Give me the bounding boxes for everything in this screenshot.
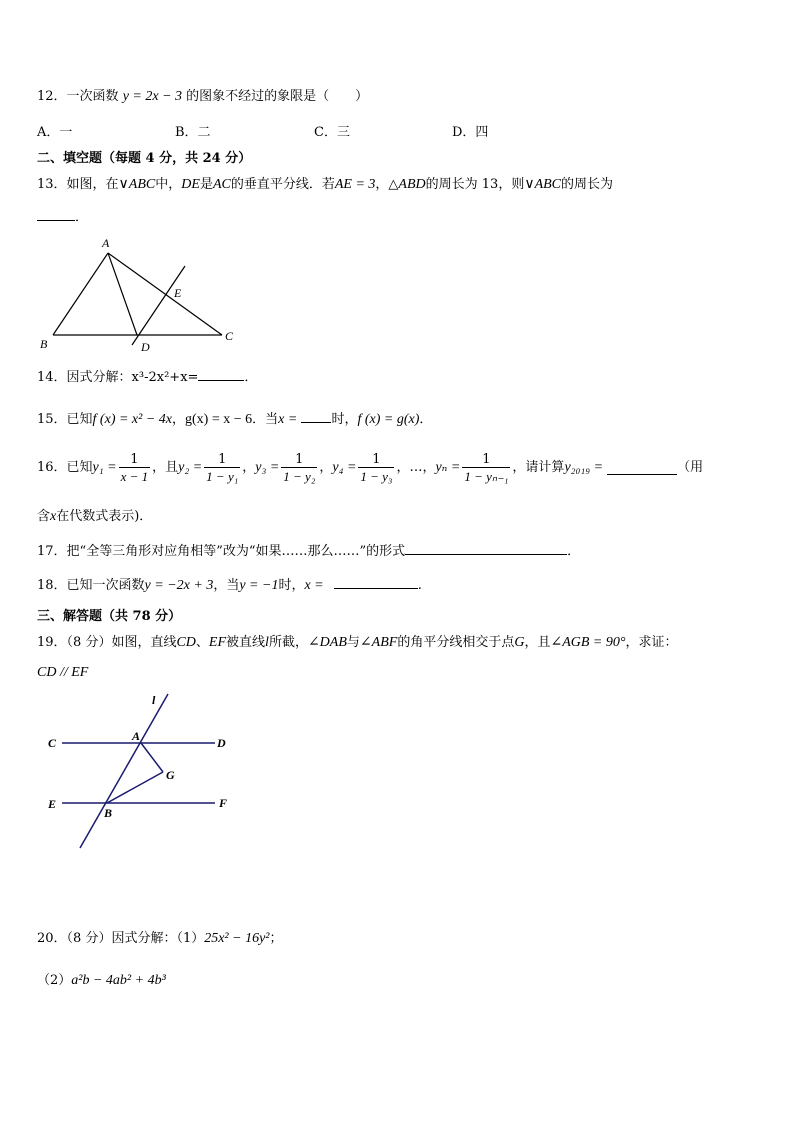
label-c: C xyxy=(48,736,57,750)
q17-text: 17．把“全等三角形对应角相等”改为“如果……那么……”的形式 xyxy=(37,544,406,559)
q13-text-a: 13．如图，在 xyxy=(37,177,119,192)
q13-triangle-figure xyxy=(35,234,245,356)
q16-text-b: ，且 xyxy=(152,460,179,475)
question-14 xyxy=(37,368,257,387)
q13-abd: ABD xyxy=(398,177,426,192)
q16-y3: y₃ = xyxy=(255,460,280,475)
question-19-line2 xyxy=(37,664,88,682)
fraction-yn xyxy=(462,452,510,485)
numerator: 1 xyxy=(204,452,240,468)
q13-text-e: ，△ xyxy=(375,177,399,192)
label-a: A xyxy=(102,236,110,250)
q19-text-b: 、 xyxy=(195,635,209,650)
q19-ef: EF xyxy=(208,635,227,650)
segment-ag xyxy=(141,743,163,772)
q13-de: DE xyxy=(181,177,200,192)
q15-text-d: 时， xyxy=(331,412,358,427)
q16-text-c: ，请计算 xyxy=(512,460,565,475)
q19-abf: ∠ABF xyxy=(359,635,398,650)
q15-xeq: x = xyxy=(278,412,298,427)
q12-option-c: C．三 xyxy=(314,125,350,140)
q16-line2-b: 在代数式表示)． xyxy=(56,509,153,524)
q12-option-a: A．一 xyxy=(37,125,73,140)
q13-text-c: 是 xyxy=(199,177,213,192)
q13-end: ． xyxy=(75,210,89,225)
denominator: 1 − yₙ₋₁ xyxy=(464,468,509,484)
section-2-title: 二、填空题（每题 4 分，共 24 分） xyxy=(37,151,252,166)
label-l: l xyxy=(152,693,156,707)
fraction-y3 xyxy=(281,452,317,485)
q13-tri1: ∨ABC xyxy=(118,177,156,192)
q18-yeq: y = −1 xyxy=(239,578,279,593)
q15-f: f (x) = x² − 4x xyxy=(92,412,172,427)
question-20-part1 xyxy=(37,930,283,948)
q19-text-d: 所截， xyxy=(268,635,308,650)
q13-text-d: 的垂直平分线．若 xyxy=(230,177,335,192)
q19-dab: ∠DAB xyxy=(307,635,347,650)
q14-expr: x³-2x²+x= xyxy=(131,370,199,385)
q19-text-f: 的角平分线相交于点 xyxy=(397,635,515,650)
q18-func: y = −2x + 3 xyxy=(144,578,214,593)
q19-l: l xyxy=(265,635,269,650)
line-l xyxy=(80,694,168,848)
q19-text-c: 被直线 xyxy=(226,635,266,650)
q12-formula: y = 2x − 3 xyxy=(122,89,183,104)
q16-dots: ，…， xyxy=(396,460,436,475)
q19-g: G xyxy=(514,635,525,650)
numerator: 1 xyxy=(281,452,317,468)
q19-text-h: ，且 xyxy=(524,635,551,650)
q18-xeq: x = xyxy=(304,578,324,593)
question-17 xyxy=(37,542,580,561)
section-3-title: 三、解答题（共 78 分） xyxy=(37,609,182,624)
q16-line2-a: 含 xyxy=(37,509,51,524)
q16-x: x xyxy=(50,509,57,524)
question-13-line1 xyxy=(37,176,613,194)
label-f: F xyxy=(219,796,228,810)
q20-text-b: ； xyxy=(269,931,283,946)
question-13-line2 xyxy=(37,208,88,227)
q13-text-f: 的周长为 13，则 xyxy=(425,177,525,192)
label-c: C xyxy=(225,329,234,343)
q18-text-b: ，当 xyxy=(213,578,240,593)
q19-agb: ∠AGB = 90° xyxy=(550,635,626,650)
segment-ab xyxy=(53,253,108,335)
label-g: G xyxy=(166,768,175,782)
q14-text: 14．因式分解： xyxy=(37,370,132,385)
denominator: 1 − y₃ xyxy=(360,468,393,484)
label-e: E xyxy=(48,797,57,811)
question-15 xyxy=(37,410,432,429)
fraction-y2 xyxy=(204,452,240,485)
q19-text-e: 与 xyxy=(346,635,360,650)
q13-text-g: 的周长为 xyxy=(561,177,614,192)
q15-text-c: ．当 xyxy=(252,412,279,427)
label-b: B xyxy=(40,337,48,351)
q20-text-a: 20．（8 分）因式分解：（1） xyxy=(37,931,205,946)
answer-blank[interactable] xyxy=(607,462,677,475)
q20-text-c: （2） xyxy=(37,973,72,988)
q13-text-b: 中， xyxy=(155,177,182,192)
q13-ac: AC xyxy=(212,177,231,192)
q16-y2019: y₂₀₁₉ = xyxy=(564,460,604,475)
q19-prove: CD // EF xyxy=(37,665,89,680)
q16-y2: y₂ = xyxy=(178,460,203,475)
q12-tail: 的图象不经过的象限是（ ） xyxy=(186,89,369,104)
question-20-part2 xyxy=(37,972,166,990)
numerator: 1 xyxy=(462,452,510,468)
answer-blank[interactable] xyxy=(301,410,331,423)
q19-cd: CD xyxy=(176,635,196,650)
label-b: B xyxy=(104,806,113,820)
q15-eq: f (x) = g(x) xyxy=(357,412,420,427)
answer-blank[interactable] xyxy=(334,576,418,589)
answer-blank[interactable] xyxy=(198,368,244,381)
q16-y4: y₄ = xyxy=(332,460,357,475)
answer-blank[interactable] xyxy=(405,542,567,555)
label-d: D xyxy=(141,340,150,354)
question-16-line1: 16．已知 y₁ = $\frac{1}{x - 1}$ ，且 y₂ = $\frac{1}{\text{1 − y₁}}$ ， y₃ = $\frac{1}{\text{1 − y₂}}$ ， y₄ = $\frac{1}{\text{1 − y₃}}$ ，…， yₙ = $\frac{1}{\text{1 − yₙ₋₁}}$ ，请计算 y₂₀₁₉ = （用 xyxy=(37,451,704,484)
q20-expr1: 25x² − 16y² xyxy=(204,931,270,946)
label-e: E xyxy=(174,286,182,300)
question-19-line1 xyxy=(37,634,677,652)
numerator: 1 xyxy=(119,452,151,468)
fraction-y4 xyxy=(358,452,394,485)
question-16-line2 xyxy=(37,508,152,526)
q16-y1: y₁ = xyxy=(92,460,117,475)
denominator: 1 − y₂ xyxy=(283,468,316,484)
q19-text-a: 19．（8 分）如图，直线 xyxy=(37,635,177,650)
q20-expr2: a²b − 4ab² + 4b³ xyxy=(71,973,166,988)
q14-end: ． xyxy=(244,370,258,385)
q19-text-i: ，求证： xyxy=(625,635,678,650)
q16-yn: yₙ = xyxy=(435,460,461,475)
numerator: 1 xyxy=(358,452,394,468)
q12-option-d: D．四 xyxy=(452,125,489,140)
q18-text-a: 18．已知一次函数 xyxy=(37,578,145,593)
q13-tri2: ∨ABC xyxy=(524,177,562,192)
label-a: A xyxy=(132,729,141,743)
q18-end: . xyxy=(417,578,422,593)
answer-blank[interactable] xyxy=(37,208,75,221)
perpendicular-bisector-de xyxy=(132,266,185,345)
q12-option-b: B．二 xyxy=(175,125,211,140)
denominator: 1 − y₁ xyxy=(206,468,239,484)
fraction-y1 xyxy=(119,452,151,485)
q15-text-b: ， xyxy=(172,412,186,427)
q12-stem-text: 12．一次函数 xyxy=(37,89,119,104)
q13-ae: AE = 3 xyxy=(334,177,376,192)
segment-ad xyxy=(108,253,137,335)
denominator: x − 1 xyxy=(120,468,149,484)
segment-ac xyxy=(108,253,222,335)
question-18 xyxy=(37,576,422,595)
q17-end: ． xyxy=(567,544,581,559)
q18-text-c: 时， xyxy=(278,578,305,593)
q15-text-e: ． xyxy=(419,412,433,427)
label-d: D xyxy=(217,736,226,750)
q16-text-d: （用 xyxy=(677,460,704,475)
question-12-stem xyxy=(37,88,368,106)
q15-g: g(x) = x − 6 xyxy=(185,412,253,427)
q16-text-a: 16．已知 xyxy=(37,460,93,475)
q15-text-a: 15．已知 xyxy=(37,412,93,427)
q19-parallel-lines-figure xyxy=(40,688,240,850)
